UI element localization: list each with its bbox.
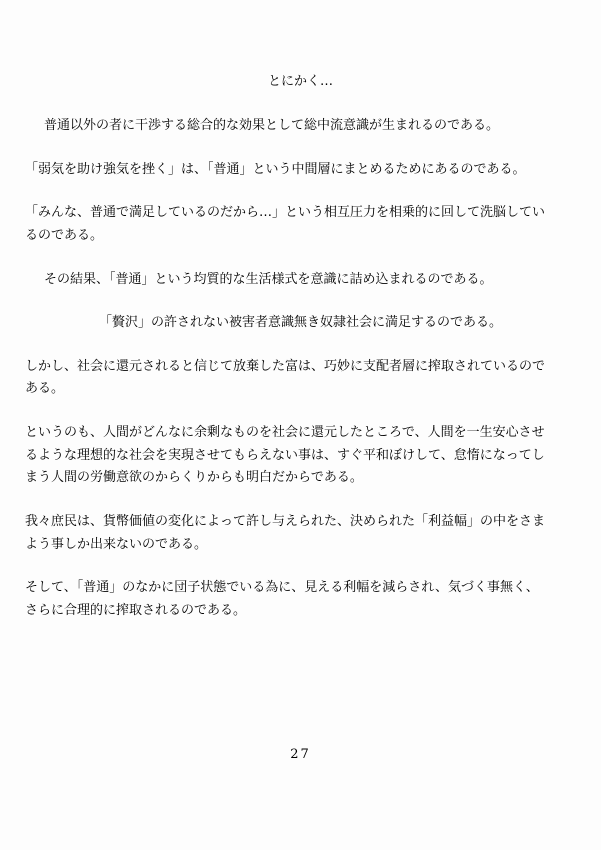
paragraph-8-line-1: 我々庶民は、貨幣価値の変化によって許し与えられた、決められた「利益幅」の中をさま	[25, 514, 546, 529]
paragraph-7-line-3: まう人間の労働意欲のからくりからも明白だからである。	[25, 470, 363, 485]
paragraph-7-line-1: というのも、人間がどんなに余剰なものを社会に還元したところで、人間を一生安心させ	[25, 425, 545, 440]
section-heading: とにかく…	[267, 74, 333, 89]
paragraph-9-line-1: そして、「普通」のなかに団子状態でいる為に、見える利幅を減らされ、気づく事無く、	[25, 580, 539, 595]
paragraph-4: その結果、「普通」という均質的な生活様式を意識に詰め込まれるのである。	[44, 272, 493, 287]
paragraph-2: 「弱気を助け強気を挫く」は、「普通」という中間層にまとめるためにあるのである。	[25, 162, 526, 177]
paragraph-3-line-1: 「みんな、普通で満足しているのだから…」という相互圧力を相乗的に回して洗脳してい	[25, 205, 546, 220]
paragraph-3-line-2: るのである。	[25, 228, 104, 243]
paragraph-9-line-2: さらに合理的に搾取されるのである。	[25, 603, 247, 618]
paragraph-6-line-2: ある。	[25, 381, 65, 396]
paragraph-8-line-2: よう事しか出来ないのである。	[25, 537, 208, 552]
paragraph-7-line-2: るような理想的な社会を実現させてもらえない事は、すぐ平和ぼけして、怠惰になってし	[25, 448, 545, 463]
paragraph-6-line-1: しかし、社会に還元されると信じて放棄した富は、巧妙に支配者層に搾取されているので	[25, 359, 546, 374]
paragraph-5: 「贅沢」の許されない被害者意識無き奴隷社会に満足するのである。	[98, 315, 502, 330]
page-number: 27	[290, 747, 311, 762]
paragraph-1: 普通以外の者に干渉する総合的な効果として総中流意識が生まれるのである。	[44, 118, 500, 133]
